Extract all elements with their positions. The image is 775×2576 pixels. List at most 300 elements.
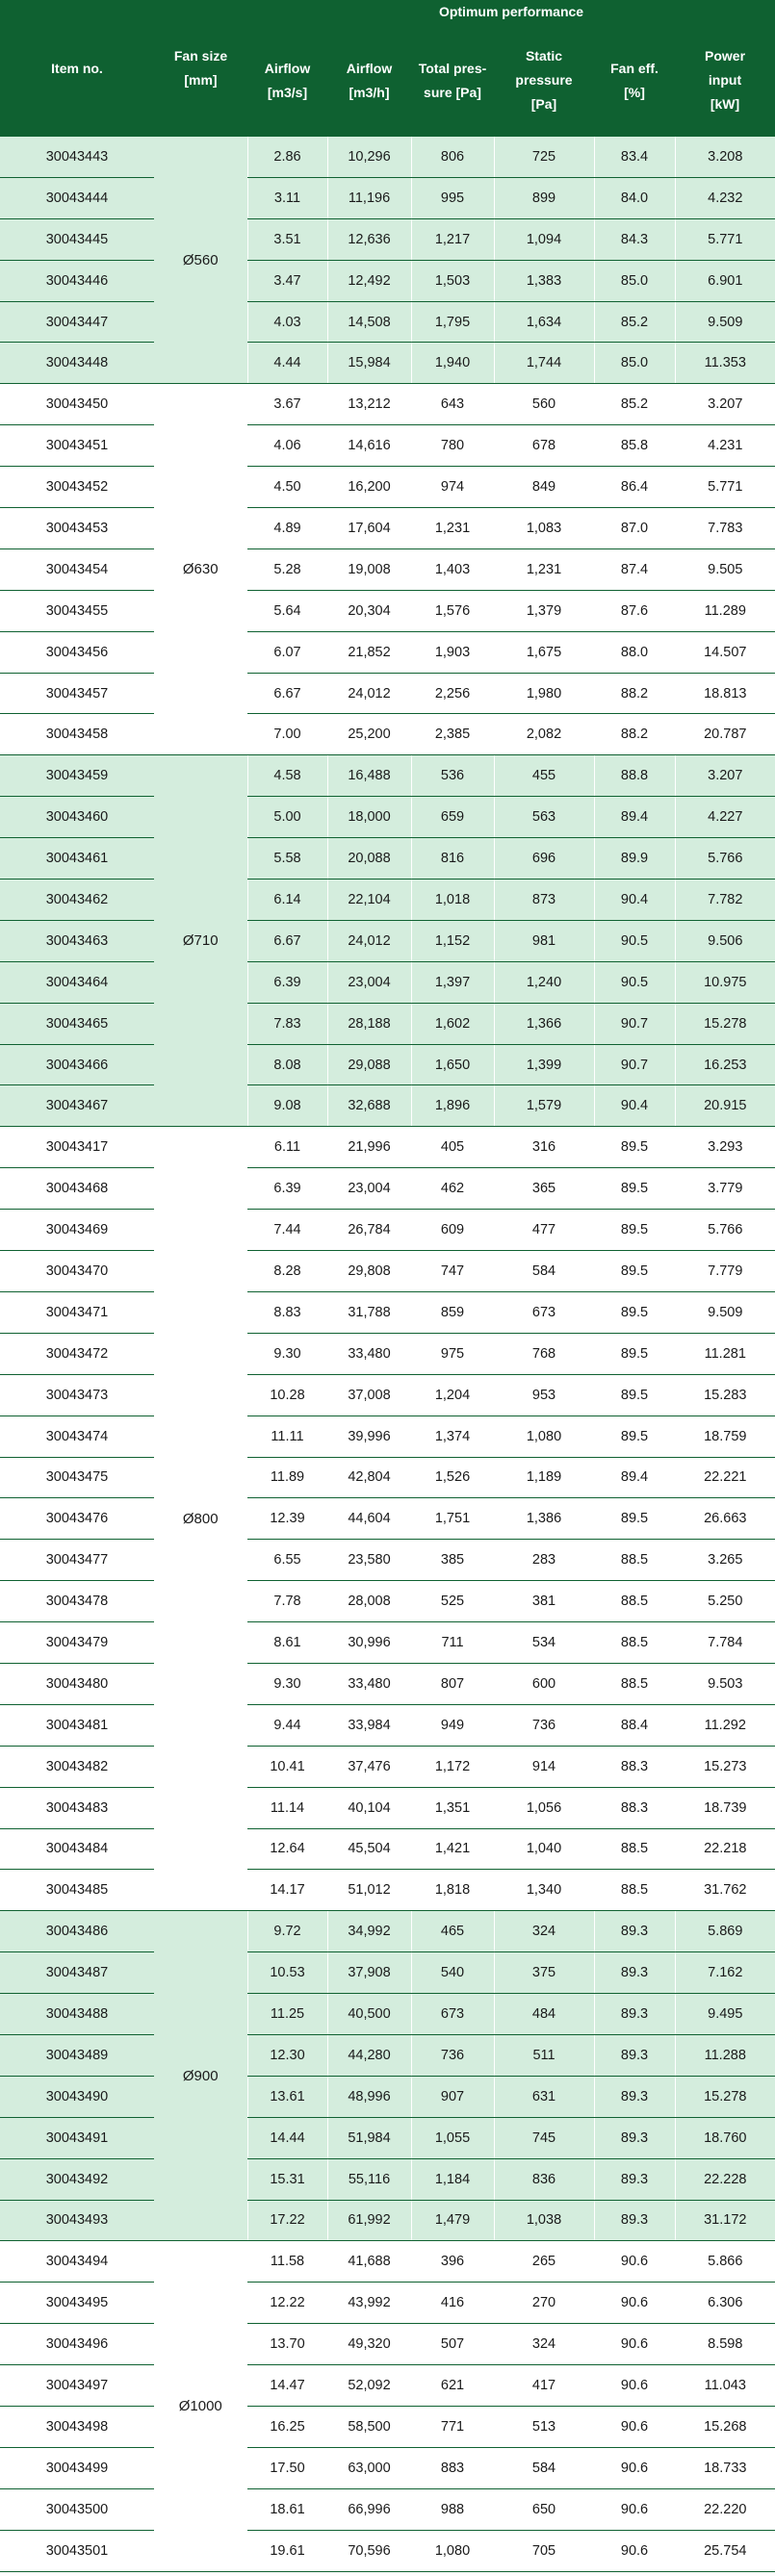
table-row (0, 2241, 775, 2283)
table-row (0, 1457, 775, 1498)
fan-efficiency-cell: 88.5 (594, 1828, 675, 1870)
airflow-m3h-cell: 23,004 (327, 961, 411, 1003)
static-pressure-cell: 324 (494, 1911, 594, 1952)
static-pressure-cell: 584 (494, 1251, 594, 1292)
fan-efficiency-cell: 88.5 (594, 1870, 675, 1911)
item-number-cell: 30043495 (0, 2283, 154, 2324)
total-pressure-cell: 807 (411, 1663, 494, 1704)
total-pressure-cell: 1,217 (411, 218, 494, 260)
total-pressure-cell: 995 (411, 177, 494, 218)
power-input-cell: 9.509 (675, 1291, 775, 1333)
airflow-m3s-cell: 6.67 (247, 673, 327, 714)
fan-efficiency-cell: 90.6 (594, 2241, 675, 2283)
fan-efficiency-cell: 86.4 (594, 467, 675, 508)
static-pressure-cell: 768 (494, 1333, 594, 1374)
airflow-m3h-cell: 49,320 (327, 2324, 411, 2365)
static-pressure-cell: 1,399 (494, 1044, 594, 1085)
table-row (0, 1085, 775, 1127)
fan-efficiency-cell: 89.3 (594, 1911, 675, 1952)
fan-efficiency-cell: 87.6 (594, 590, 675, 631)
total-pressure-cell: 462 (411, 1168, 494, 1210)
table-row (0, 1168, 775, 1210)
power-input-cell: 18.733 (675, 2447, 775, 2488)
static-pressure-cell: 511 (494, 2034, 594, 2076)
fan-efficiency-cell: 90.5 (594, 961, 675, 1003)
airflow-m3s-cell: 10.28 (247, 1374, 327, 1416)
item-number-cell: 30043467 (0, 1085, 154, 1127)
static-pressure-cell: 455 (494, 755, 594, 797)
airflow-m3h-cell: 24,012 (327, 673, 411, 714)
airflow-m3h-cell: 12,636 (327, 218, 411, 260)
airflow-m3h-cell: 22,104 (327, 880, 411, 921)
fan-efficiency-cell: 89.3 (594, 2117, 675, 2158)
airflow-m3h-cell: 52,092 (327, 2365, 411, 2407)
total-pressure-cell: 1,818 (411, 1870, 494, 1911)
item-number-cell: 30043462 (0, 880, 154, 921)
static-pressure-cell: 365 (494, 1168, 594, 1210)
airflow-m3s-cell: 9.72 (247, 1911, 327, 1952)
fan-efficiency-cell: 89.5 (594, 1210, 675, 1251)
airflow-m3s-cell: 7.78 (247, 1581, 327, 1622)
power-input-cell: 4.231 (675, 425, 775, 467)
item-number-cell: 30043499 (0, 2447, 154, 2488)
item-number-cell: 30043498 (0, 2406, 154, 2447)
header-airflow-m3s: Airflow [m3/s] (247, 24, 327, 137)
static-pressure-cell: 1,080 (494, 1416, 594, 1457)
airflow-m3s-cell: 6.07 (247, 631, 327, 673)
airflow-m3h-cell: 44,280 (327, 2034, 411, 2076)
fan-efficiency-cell: 87.4 (594, 548, 675, 590)
item-number-cell: 30043477 (0, 1540, 154, 1581)
fan-efficiency-cell: 89.3 (594, 2034, 675, 2076)
item-number-cell: 30043447 (0, 301, 154, 343)
table-row (0, 590, 775, 631)
airflow-m3s-cell: 6.11 (247, 1127, 327, 1168)
total-pressure-cell: 1,152 (411, 920, 494, 961)
airflow-m3h-cell: 23,004 (327, 1168, 411, 1210)
table-row (0, 2117, 775, 2158)
fan-efficiency-cell: 89.5 (594, 1127, 675, 1168)
total-pressure-cell: 643 (411, 384, 494, 425)
table-row (0, 1746, 775, 1787)
airflow-m3h-cell: 14,508 (327, 301, 411, 343)
static-pressure-cell: 1,094 (494, 218, 594, 260)
fan-efficiency-cell: 85.8 (594, 425, 675, 467)
header-static-pressure: Static pressure [Pa] (494, 24, 594, 137)
fan-size-cell: Ø710 (154, 755, 247, 1127)
fan-efficiency-cell: 85.2 (594, 301, 675, 343)
airflow-m3h-cell: 29,808 (327, 1251, 411, 1292)
table-row (0, 1911, 775, 1952)
power-input-cell: 15.278 (675, 2076, 775, 2117)
fan-efficiency-cell: 89.4 (594, 1457, 675, 1498)
total-pressure-cell: 1,018 (411, 880, 494, 921)
fan-efficiency-cell: 88.3 (594, 1746, 675, 1787)
total-pressure-cell: 747 (411, 1251, 494, 1292)
airflow-m3s-cell: 6.39 (247, 1168, 327, 1210)
total-pressure-cell: 1,479 (411, 2200, 494, 2241)
item-number-cell: 30043479 (0, 1622, 154, 1664)
airflow-m3s-cell: 10.53 (247, 1952, 327, 1994)
airflow-m3s-cell: 17.22 (247, 2200, 327, 2241)
power-input-cell: 4.227 (675, 797, 775, 838)
total-pressure-cell: 1,172 (411, 1746, 494, 1787)
power-input-cell: 3.208 (675, 137, 775, 177)
table-row (0, 260, 775, 301)
airflow-m3h-cell: 18,000 (327, 797, 411, 838)
item-number-cell: 30043491 (0, 2117, 154, 2158)
table-row (0, 1127, 775, 1168)
item-number-cell: 30043445 (0, 218, 154, 260)
airflow-m3h-cell: 28,008 (327, 1581, 411, 1622)
airflow-m3s-cell: 12.64 (247, 1828, 327, 1870)
header-total-pressure: Total pres- sure [Pa] (411, 24, 494, 137)
static-pressure-cell: 1,083 (494, 508, 594, 549)
airflow-m3s-cell: 3.67 (247, 384, 327, 425)
item-number-cell: 30043456 (0, 631, 154, 673)
fan-efficiency-cell: 84.0 (594, 177, 675, 218)
airflow-m3s-cell: 14.47 (247, 2365, 327, 2407)
power-input-cell: 5.771 (675, 467, 775, 508)
power-input-cell: 15.273 (675, 1746, 775, 1787)
airflow-m3h-cell: 58,500 (327, 2406, 411, 2447)
fan-efficiency-cell: 83.4 (594, 137, 675, 177)
airflow-m3h-cell: 31,788 (327, 1291, 411, 1333)
total-pressure-cell: 1,403 (411, 548, 494, 590)
fan-efficiency-cell: 89.4 (594, 797, 675, 838)
static-pressure-cell: 1,675 (494, 631, 594, 673)
table-row (0, 1581, 775, 1622)
airflow-m3s-cell: 2.86 (247, 137, 327, 177)
power-input-cell: 25.754 (675, 2530, 775, 2571)
fan-efficiency-cell: 89.5 (594, 1168, 675, 1210)
power-input-cell: 18.739 (675, 1787, 775, 1828)
airflow-m3h-cell: 16,488 (327, 755, 411, 797)
item-number-cell: 30043461 (0, 838, 154, 880)
airflow-m3h-cell: 33,480 (327, 1663, 411, 1704)
total-pressure-cell: 385 (411, 1540, 494, 1581)
power-input-cell: 11.353 (675, 343, 775, 384)
airflow-m3s-cell: 15.31 (247, 2158, 327, 2200)
static-pressure-cell: 513 (494, 2406, 594, 2447)
fan-efficiency-cell: 88.5 (594, 1663, 675, 1704)
item-number-cell: 30043453 (0, 508, 154, 549)
static-pressure-cell: 560 (494, 384, 594, 425)
item-number-cell: 30043490 (0, 2076, 154, 2117)
airflow-m3h-cell: 24,012 (327, 920, 411, 961)
airflow-m3h-cell: 11,196 (327, 177, 411, 218)
airflow-m3s-cell: 3.47 (247, 260, 327, 301)
power-input-cell: 11.292 (675, 1704, 775, 1746)
airflow-m3h-cell: 37,476 (327, 1746, 411, 1787)
fan-efficiency-cell: 88.0 (594, 631, 675, 673)
airflow-m3h-cell: 33,480 (327, 1333, 411, 1374)
table-row (0, 961, 775, 1003)
airflow-m3s-cell: 3.51 (247, 218, 327, 260)
table-row (0, 2488, 775, 2530)
airflow-m3s-cell: 4.58 (247, 755, 327, 797)
fan-efficiency-cell: 90.5 (594, 920, 675, 961)
airflow-m3h-cell: 12,492 (327, 260, 411, 301)
static-pressure-cell: 1,386 (494, 1498, 594, 1540)
airflow-m3s-cell: 18.61 (247, 2488, 327, 2530)
static-pressure-cell: 650 (494, 2488, 594, 2530)
total-pressure-cell: 1,421 (411, 1828, 494, 1870)
static-pressure-cell: 477 (494, 1210, 594, 1251)
power-input-cell: 9.509 (675, 301, 775, 343)
table-row (0, 2076, 775, 2117)
static-pressure-cell: 1,383 (494, 260, 594, 301)
static-pressure-cell: 745 (494, 2117, 594, 2158)
static-pressure-cell: 849 (494, 467, 594, 508)
item-number-cell: 30043472 (0, 1333, 154, 1374)
table-row (0, 2158, 775, 2200)
total-pressure-cell: 396 (411, 2241, 494, 2283)
power-input-cell: 3.207 (675, 755, 775, 797)
table-row (0, 1210, 775, 1251)
fan-efficiency-cell: 89.3 (594, 2076, 675, 2117)
airflow-m3h-cell: 29,088 (327, 1044, 411, 1085)
fan-size-cell: Ø800 (154, 1127, 247, 1911)
airflow-m3s-cell: 12.39 (247, 1498, 327, 1540)
item-number-cell: 30043465 (0, 1003, 154, 1044)
airflow-m3s-cell: 6.55 (247, 1540, 327, 1581)
static-pressure-cell: 696 (494, 838, 594, 880)
total-pressure-cell: 609 (411, 1210, 494, 1251)
table-row (0, 343, 775, 384)
airflow-m3s-cell: 8.08 (247, 1044, 327, 1085)
fan-efficiency-cell: 85.2 (594, 384, 675, 425)
airflow-m3s-cell: 8.83 (247, 1291, 327, 1333)
table-row (0, 1870, 775, 1911)
fan-efficiency-cell: 90.7 (594, 1003, 675, 1044)
item-number-cell: 30043457 (0, 673, 154, 714)
item-number-cell: 30043446 (0, 260, 154, 301)
airflow-m3s-cell: 7.44 (247, 1210, 327, 1251)
static-pressure-cell: 563 (494, 797, 594, 838)
airflow-m3s-cell: 4.89 (247, 508, 327, 549)
airflow-m3s-cell: 5.64 (247, 590, 327, 631)
power-input-cell: 9.503 (675, 1663, 775, 1704)
static-pressure-cell: 484 (494, 1994, 594, 2035)
power-input-cell: 5.869 (675, 1911, 775, 1952)
static-pressure-cell: 705 (494, 2530, 594, 2571)
table-row (0, 2406, 775, 2447)
power-input-cell: 31.172 (675, 2200, 775, 2241)
fan-efficiency-cell: 85.0 (594, 343, 675, 384)
airflow-m3s-cell: 9.30 (247, 1663, 327, 1704)
item-number-cell: 30043489 (0, 2034, 154, 2076)
table-row (0, 1540, 775, 1581)
power-input-cell: 8.598 (675, 2324, 775, 2365)
item-number-cell: 30043443 (0, 137, 154, 177)
item-number-cell: 30043444 (0, 177, 154, 218)
item-number-cell: 30043463 (0, 920, 154, 961)
power-input-cell: 11.289 (675, 590, 775, 631)
power-input-cell: 7.162 (675, 1952, 775, 1994)
total-pressure-cell: 1,374 (411, 1416, 494, 1457)
airflow-m3s-cell: 11.14 (247, 1787, 327, 1828)
static-pressure-cell: 725 (494, 137, 594, 177)
airflow-m3s-cell: 4.06 (247, 425, 327, 467)
fan-efficiency-cell: 88.4 (594, 1704, 675, 1746)
table-row (0, 920, 775, 961)
airflow-m3s-cell: 9.08 (247, 1085, 327, 1127)
table-row (0, 1994, 775, 2035)
power-input-cell: 9.505 (675, 548, 775, 590)
airflow-m3s-cell: 16.25 (247, 2406, 327, 2447)
total-pressure-cell: 859 (411, 1291, 494, 1333)
power-input-cell: 18.760 (675, 2117, 775, 2158)
item-number-cell: 30043464 (0, 961, 154, 1003)
fan-efficiency-cell: 89.5 (594, 1291, 675, 1333)
fan-efficiency-cell: 90.4 (594, 1085, 675, 1127)
total-pressure-cell: 736 (411, 2034, 494, 2076)
table-row (0, 1622, 775, 1664)
airflow-m3s-cell: 4.44 (247, 343, 327, 384)
airflow-m3h-cell: 41,688 (327, 2241, 411, 2283)
airflow-m3h-cell: 28,188 (327, 1003, 411, 1044)
airflow-m3h-cell: 63,000 (327, 2447, 411, 2488)
item-number-cell: 30043468 (0, 1168, 154, 1210)
table-row (0, 2200, 775, 2241)
table-row (0, 1003, 775, 1044)
power-input-cell: 7.783 (675, 508, 775, 549)
total-pressure-cell: 988 (411, 2488, 494, 2530)
total-pressure-cell: 659 (411, 797, 494, 838)
airflow-m3h-cell: 21,996 (327, 1127, 411, 1168)
total-pressure-cell: 1,351 (411, 1787, 494, 1828)
item-number-cell: 30043474 (0, 1416, 154, 1457)
power-input-cell: 14.507 (675, 631, 775, 673)
power-input-cell: 5.766 (675, 838, 775, 880)
static-pressure-cell: 1,379 (494, 590, 594, 631)
header-power-input: Power input [kW] (675, 24, 775, 137)
total-pressure-cell: 907 (411, 2076, 494, 2117)
airflow-m3s-cell: 11.58 (247, 2241, 327, 2283)
power-input-cell: 3.207 (675, 384, 775, 425)
fan-efficiency-cell: 89.3 (594, 2200, 675, 2241)
power-input-cell: 3.779 (675, 1168, 775, 1210)
table-row (0, 1787, 775, 1828)
airflow-m3h-cell: 23,580 (327, 1540, 411, 1581)
item-number-cell: 30043486 (0, 1911, 154, 1952)
header-fan-size: Fan size [mm] (154, 0, 247, 137)
table-body (0, 137, 775, 2571)
total-pressure-cell: 416 (411, 2283, 494, 2324)
fan-efficiency-cell: 90.6 (594, 2530, 675, 2571)
total-pressure-cell: 536 (411, 755, 494, 797)
airflow-m3h-cell: 21,852 (327, 631, 411, 673)
airflow-m3h-cell: 13,212 (327, 384, 411, 425)
table-row (0, 2530, 775, 2571)
airflow-m3h-cell: 16,200 (327, 467, 411, 508)
power-input-cell: 5.866 (675, 2241, 775, 2283)
static-pressure-cell: 265 (494, 2241, 594, 2283)
static-pressure-cell: 584 (494, 2447, 594, 2488)
airflow-m3h-cell: 39,996 (327, 1416, 411, 1457)
airflow-m3h-cell: 51,984 (327, 2117, 411, 2158)
power-input-cell: 5.250 (675, 1581, 775, 1622)
airflow-m3s-cell: 14.17 (247, 1870, 327, 1911)
table-row (0, 1044, 775, 1085)
static-pressure-cell: 953 (494, 1374, 594, 1416)
static-pressure-cell: 736 (494, 1704, 594, 1746)
item-number-cell: 30043454 (0, 548, 154, 590)
power-input-cell: 9.495 (675, 1994, 775, 2035)
airflow-m3s-cell: 11.11 (247, 1416, 327, 1457)
table-row (0, 797, 775, 838)
airflow-m3h-cell: 48,996 (327, 2076, 411, 2117)
fan-efficiency-cell: 90.6 (594, 2324, 675, 2365)
airflow-m3s-cell: 7.83 (247, 1003, 327, 1044)
item-number-cell: 30043451 (0, 425, 154, 467)
item-number-cell: 30043481 (0, 1704, 154, 1746)
item-number-cell: 30043455 (0, 590, 154, 631)
power-input-cell: 7.784 (675, 1622, 775, 1664)
airflow-m3h-cell: 51,012 (327, 1870, 411, 1911)
airflow-m3h-cell: 42,804 (327, 1457, 411, 1498)
total-pressure-cell: 465 (411, 1911, 494, 1952)
static-pressure-cell: 534 (494, 1622, 594, 1664)
power-input-cell: 22.220 (675, 2488, 775, 2530)
table-row (0, 1704, 775, 1746)
airflow-m3s-cell: 3.11 (247, 177, 327, 218)
fan-size-cell: Ø900 (154, 1911, 247, 2241)
total-pressure-cell: 816 (411, 838, 494, 880)
airflow-m3h-cell: 37,008 (327, 1374, 411, 1416)
table-row (0, 838, 775, 880)
airflow-m3s-cell: 7.00 (247, 714, 327, 755)
table-row (0, 137, 775, 177)
airflow-m3s-cell: 5.58 (247, 838, 327, 880)
airflow-m3h-cell: 66,996 (327, 2488, 411, 2530)
power-input-cell: 26.663 (675, 1498, 775, 1540)
airflow-m3s-cell: 11.89 (247, 1457, 327, 1498)
fan-efficiency-cell: 88.5 (594, 1540, 675, 1581)
total-pressure-cell: 2,256 (411, 673, 494, 714)
total-pressure-cell: 1,526 (411, 1457, 494, 1498)
item-number-cell: 30043493 (0, 2200, 154, 2241)
item-number-cell: 30043478 (0, 1581, 154, 1622)
power-input-cell: 20.787 (675, 714, 775, 755)
airflow-m3h-cell: 61,992 (327, 2200, 411, 2241)
airflow-m3s-cell: 5.28 (247, 548, 327, 590)
power-input-cell: 7.782 (675, 880, 775, 921)
fan-size-cell: Ø560 (154, 137, 247, 384)
airflow-m3h-cell: 32,688 (327, 1085, 411, 1127)
static-pressure-cell: 381 (494, 1581, 594, 1622)
power-input-cell: 22.221 (675, 1457, 775, 1498)
item-number-cell: 30043487 (0, 1952, 154, 1994)
total-pressure-cell: 405 (411, 1127, 494, 1168)
total-pressure-cell: 949 (411, 1704, 494, 1746)
table-row (0, 1333, 775, 1374)
fan-efficiency-cell: 88.5 (594, 1581, 675, 1622)
airflow-m3h-cell: 33,984 (327, 1704, 411, 1746)
fan-efficiency-cell: 89.5 (594, 1416, 675, 1457)
fan-efficiency-cell: 88.3 (594, 1787, 675, 1828)
fan-efficiency-cell: 88.8 (594, 755, 675, 797)
item-number-cell: 30043484 (0, 1828, 154, 1870)
header-airflow-m3h: Airflow [m3/h] (327, 24, 411, 137)
static-pressure-cell: 914 (494, 1746, 594, 1787)
airflow-m3s-cell: 12.30 (247, 2034, 327, 2076)
table-row (0, 2447, 775, 2488)
item-number-cell: 30043475 (0, 1457, 154, 1498)
static-pressure-cell: 1,340 (494, 1870, 594, 1911)
airflow-m3h-cell: 17,604 (327, 508, 411, 549)
